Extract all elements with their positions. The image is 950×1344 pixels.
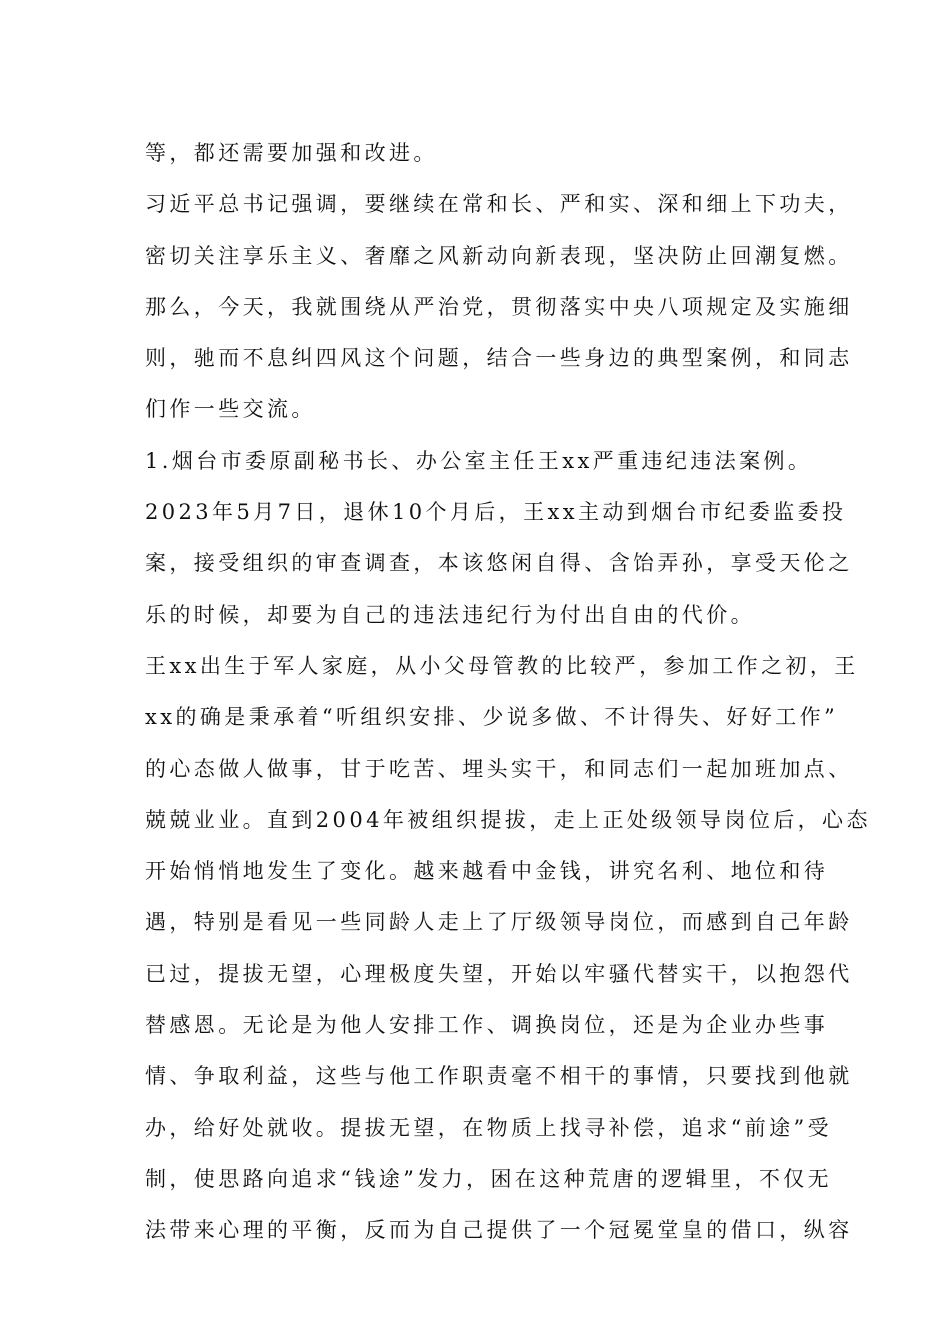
text-line: 的心态做人做事，甘于吃苦、埋头实干，和同志们一起加班加点、 <box>145 756 853 781</box>
text-line: 情、争取利益，这些与他工作职责毫不相干的事情，只要找到他就 <box>145 1064 853 1089</box>
text-line: 法带来心理的平衡，反而为自己提供了一个冠冕堂皇的借口，纵容 <box>145 1218 853 1243</box>
text-line: 乐的时候，却要为自己的违法违纪行为付出自由的代价。 <box>145 602 755 627</box>
text-line: 案，接受组织的审查调查，本该悠闲自得、含饴弄孙，享受天伦之 <box>145 551 853 576</box>
section-heading: 1.烟台市委原副秘书长、办公室主任王xx严重违纪违法案例。 <box>145 448 813 473</box>
text-line: 开始悄悄地发生了变化。越来越看中金钱，讲究名利、地位和待 <box>145 859 829 884</box>
text-line: 等，都还需要加强和改进。 <box>145 141 438 165</box>
text-line: 兢兢业业。直到2004年被组织提拔，走上正处级领导岗位后，心态 <box>145 807 871 832</box>
text-line: 已过，提拔无望，心理极度失望，开始以牢骚代替实干，以抱怨代 <box>145 961 853 986</box>
text-line: 密切关注享乐主义、奢靡之风新动向新表现，坚决防止回潮复燃。 <box>145 243 853 268</box>
text-line: 制，使思路向追求“钱途”发力，困在这种荒唐的逻辑里，不仅无 <box>145 1166 833 1191</box>
text-line: 王xx出生于军人家庭，从小父母管教的比较严，参加工作之初，王 <box>145 653 859 678</box>
text-line: 2023年5月7日，退休10个月后，王xx主动到烟台市纪委监委投 <box>145 500 847 525</box>
text-line: 办，给好处就收。提拔无望，在物质上找寻补偿，追求“前途”受 <box>145 1115 833 1140</box>
body-text <box>145 128 871 1257</box>
text-line: 替感恩。无论是为他人安排工作、调换岗位，还是为企业办些事 <box>145 1013 829 1038</box>
text-line: 习近平总书记强调，要继续在常和长、严和实、深和细上下功夫， <box>145 192 853 217</box>
text-line: 那么，今天，我就围绕从严治党，贯彻落实中央八项规定及实施细 <box>145 294 853 319</box>
text-line: 们作一些交流。 <box>145 397 316 422</box>
text-line: xx的确是秉承着“听组织安排、少说多做、不计得失、好好工作” <box>145 705 839 730</box>
text-line: 则，驰而不息纠四风这个问题，结合一些身边的典型案例，和同志 <box>145 346 853 371</box>
text-line: 遇，特别是看见一些同龄人走上了厅级领导岗位，而感到自己年龄 <box>145 910 853 935</box>
